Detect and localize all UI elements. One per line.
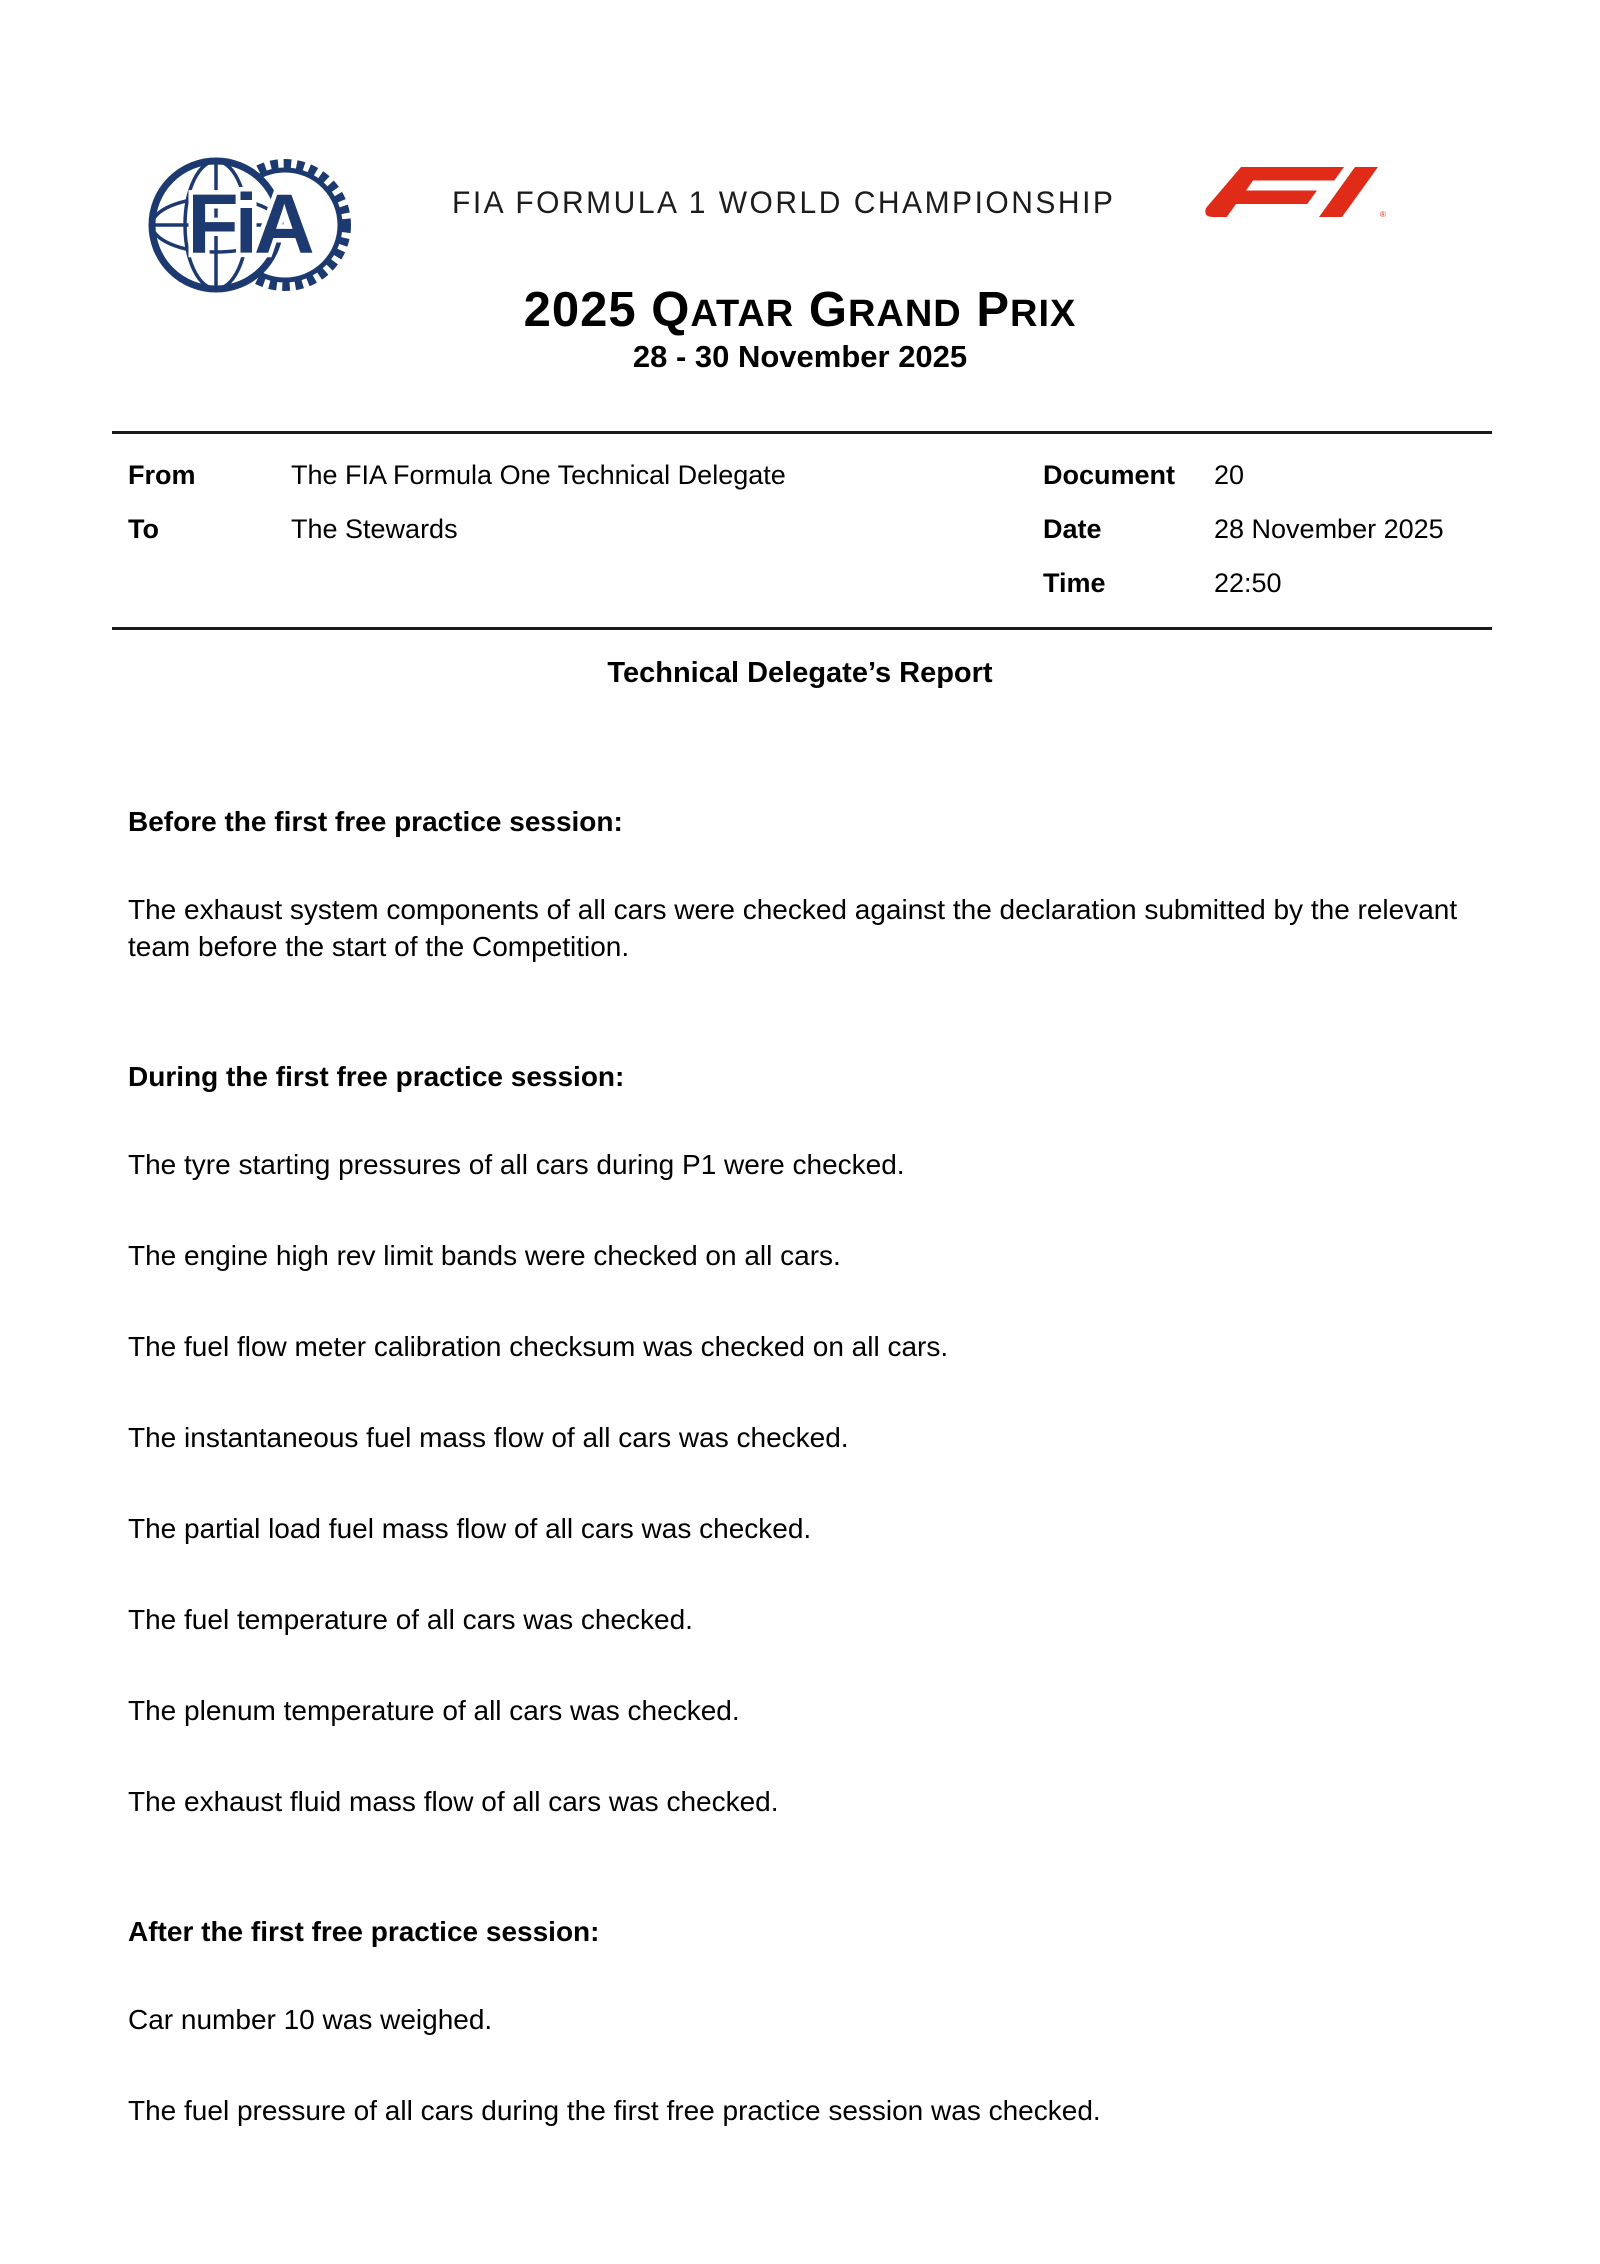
event-title-part: G bbox=[794, 283, 848, 337]
report-paragraph: The exhaust fluid mass flow of all cars was checked. bbox=[128, 1786, 779, 1817]
from-label: From bbox=[128, 460, 196, 490]
event-title-part: ATAR bbox=[690, 293, 795, 335]
divider-top bbox=[112, 431, 1492, 434]
to-value: The Stewards bbox=[291, 514, 458, 544]
time-label: Time bbox=[1043, 568, 1106, 598]
section-heading-after-fp1: After the first free practice session: bbox=[128, 1916, 600, 1947]
report-paragraph: The exhaust system components of all cars were checked against the declaration submitted by the relevant team before the start of the Competition. bbox=[128, 894, 1458, 962]
date-value: 28 November 2025 bbox=[1214, 514, 1444, 544]
fia-logo-icon bbox=[148, 153, 353, 298]
fia-logo-text: FiA bbox=[187, 177, 311, 271]
divider-bottom bbox=[112, 627, 1492, 630]
report-paragraph: The fuel pressure of all cars during the first free practice session was checked. bbox=[128, 2095, 1101, 2126]
event-title-part: 2025 Q bbox=[523, 283, 691, 337]
report-title: Technical Delegate’s Report bbox=[607, 657, 993, 689]
to-label: To bbox=[128, 514, 159, 544]
date-label: Date bbox=[1043, 514, 1102, 544]
report-paragraph: The tyre starting pressures of all cars during P1 were checked. bbox=[128, 1149, 905, 1180]
section-heading-during-fp1: During the first free practice session: bbox=[128, 1061, 625, 1092]
f1-logo-icon bbox=[1198, 167, 1390, 217]
event-dates: 28 - 30 November 2025 bbox=[632, 339, 968, 374]
report-paragraph: The fuel flow meter calibration checksum was checked on all cars. bbox=[128, 1331, 949, 1362]
time-value: 22:50 bbox=[1214, 568, 1282, 598]
report-paragraph: The fuel temperature of all cars was checked. bbox=[128, 1604, 693, 1635]
championship-title: FIA FORMULA 1 WORLD CHAMPIONSHIP bbox=[452, 186, 1116, 221]
from-value: The FIA Formula One Technical Delegate bbox=[291, 460, 786, 490]
report-paragraph: The instantaneous fuel mass flow of all cars was checked. bbox=[128, 1422, 849, 1453]
document-value: 20 bbox=[1214, 460, 1245, 490]
report-paragraph: Car number 10 was weighed. bbox=[128, 2004, 493, 2035]
event-title-part: RIX bbox=[1010, 293, 1077, 335]
event-title-part: RAND bbox=[847, 293, 962, 335]
event-title-part: P bbox=[961, 283, 1011, 337]
section-heading-before-fp1: Before the first free practice session: bbox=[128, 806, 623, 837]
report-paragraph: The partial load fuel mass flow of all cars was checked. bbox=[128, 1513, 812, 1544]
registered-mark: ® bbox=[1380, 210, 1386, 217]
report-paragraph: The plenum temperature of all cars was checked. bbox=[128, 1695, 740, 1726]
report-paragraph: The engine high rev limit bands were checked on all cars. bbox=[128, 1240, 841, 1271]
document-label: Document bbox=[1043, 460, 1176, 490]
report-body bbox=[128, 803, 1468, 2183]
